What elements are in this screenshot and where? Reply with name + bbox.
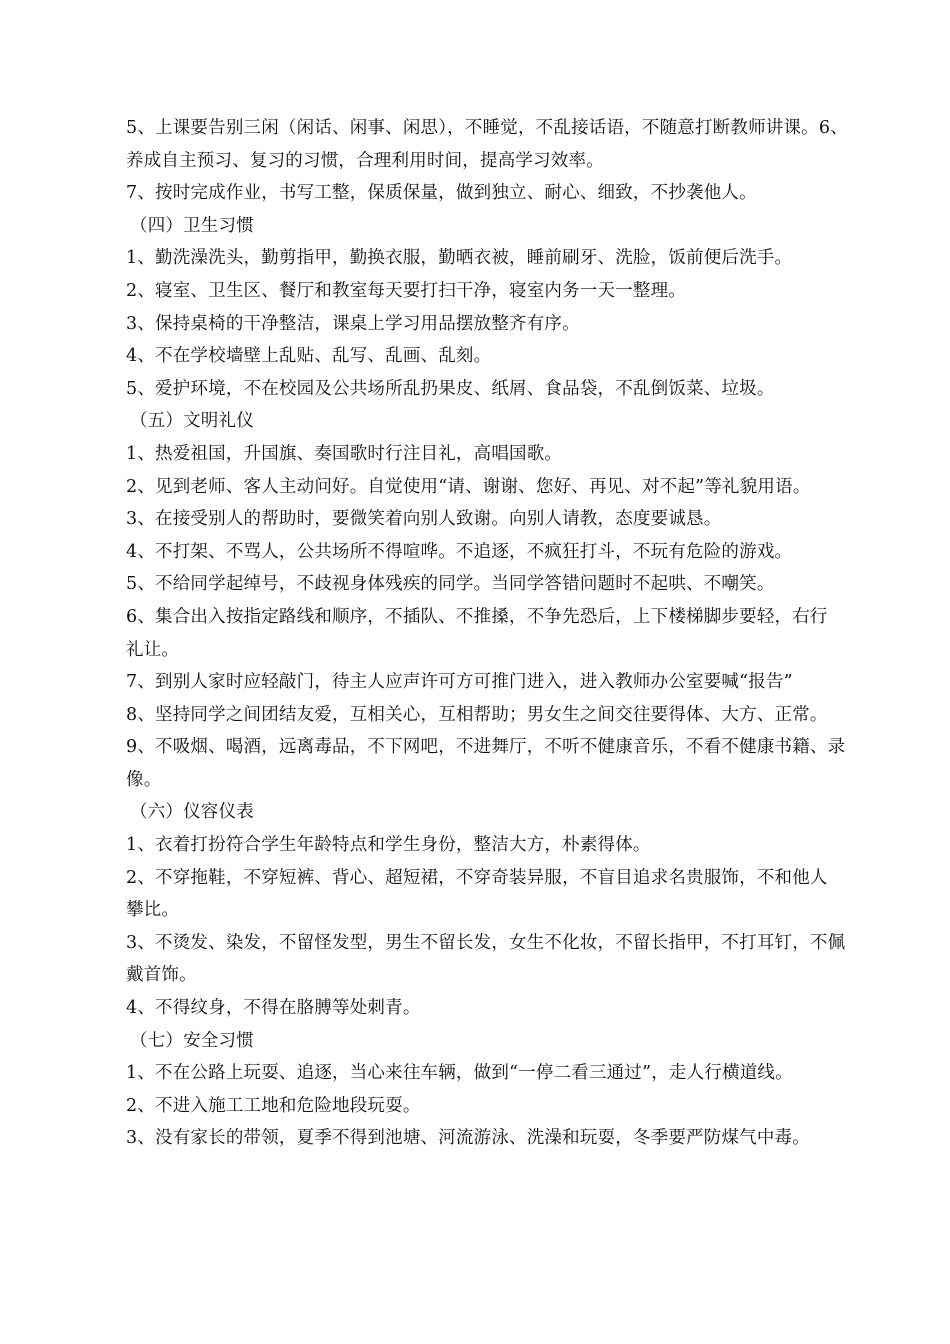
text-line: 2、寝室、卫生区、餐厅和教室每天要打扫干净，寝室内务一天一整理。 <box>126 280 687 301</box>
text-line: 2、不进入施工工地和危险地段玩耍。 <box>126 1095 421 1116</box>
text-line: 2、不穿拖鞋，不穿短裤、背心、超短裙，不穿奇装异服，不盲目追求名贵服饰，不和他人 <box>126 867 828 888</box>
text-line: 3、没有家长的带领，夏季不得到池塘、河流游泳、洗澡和玩耍，冬季要严防煤气中毒。 <box>126 1128 810 1149</box>
text-line: 戴首饰。 <box>126 965 197 986</box>
text-line: 攀比。 <box>126 900 180 921</box>
text-line: 2、见到老师、客人主动问好。自觉使用“请、谢谢、您好、再见、对不起”等礼貌用语。 <box>126 476 811 497</box>
text-line: 5、不给同学起绰号，不歧视身体残疾的同学。当同学答错问题时不起哄、不嘲笑。 <box>126 574 775 595</box>
section-heading-hygiene: （四）卫生习惯 <box>130 215 254 236</box>
text-line: 1、热爱祖国，升国旗、奏国歌时行注目礼，高唱国歌。 <box>126 443 563 464</box>
section-heading-safety: （七）安全习惯 <box>130 1030 254 1051</box>
text-line: 5、上课要告别三闲（闲话、闲事、闲思），不睡觉，不乱接话语，不随意打断教师讲课。6、 <box>126 118 848 138</box>
text-line: 像。 <box>126 769 162 790</box>
text-line: 养成自主预习、复习的习惯，合理利用时间，提高学习效率。 <box>126 150 604 171</box>
text-line: 8、坚持同学之间团结友爱，互相关心，互相帮助；男女生之间交往要得体、大方、正常。 <box>126 704 828 725</box>
text-line: 3、保持桌椅的干净整洁，课桌上学习用品摆放整齐有序。 <box>126 313 580 334</box>
text-line: 3、在接受别人的帮助时，要微笑着向别人致谢。向别人请教，态度要诚恳。 <box>126 509 722 530</box>
text-line: 7、按时完成作业，书写工整，保质保量，做到独立、耐心、细致，不抄袭他人。 <box>126 183 757 204</box>
document-page <box>126 112 850 1155</box>
text-line: 6、集合出入按指定路线和顺序，不插队、不推搡，不争先恐后，上下楼梯脚步要轻，右行 <box>126 606 828 627</box>
text-line: 9、不吸烟、喝酒，远离毒品，不下网吧，不进舞厅，不听不健康音乐，不看不健康书籍、录 <box>126 737 846 758</box>
text-line: 7、到别人家时应轻敲门，待主人应声许可方可推门进入，进入教师办公室要喊“报告” <box>126 672 793 693</box>
text-line: 4、不得纹身，不得在胳膊等处刺青。 <box>126 998 421 1019</box>
text-line: 1、不在公路上玩耍、追逐，当心来往车辆，做到“一停二看三通过”，走人行横道线。 <box>126 1063 793 1084</box>
text-line: 礼让。 <box>126 639 180 660</box>
text-line: 3、不烫发、染发，不留怪发型，男生不留长发，女生不化妆，不留长指甲，不打耳钉，不佩 <box>126 932 846 953</box>
section-heading-appearance: （六）仪容仪表 <box>130 802 254 823</box>
text-line: 4、不打架、不骂人，公共场所不得喧哗。不追逐，不疯狂打斗，不玩有危险的游戏。 <box>126 541 793 562</box>
section-heading-etiquette: （五）文明礼仪 <box>130 411 254 432</box>
text-line: 4、不在学校墙壁上乱贴、乱写、乱画、乱刻。 <box>126 346 492 367</box>
text-line: 5、爱护环境，不在校园及公共场所乱扔果皮、纸屑、食品袋，不乱倒饭菜、垃圾。 <box>126 378 775 399</box>
text-line: 1、勤洗澡洗头，勤剪指甲，勤换衣服，勤晒衣被，睡前刷牙、洗脸，饭前便后洗手。 <box>126 248 793 269</box>
text-line: 1、衣着打扮符合学生年龄特点和学生身份，整洁大方，朴素得体。 <box>126 835 651 856</box>
